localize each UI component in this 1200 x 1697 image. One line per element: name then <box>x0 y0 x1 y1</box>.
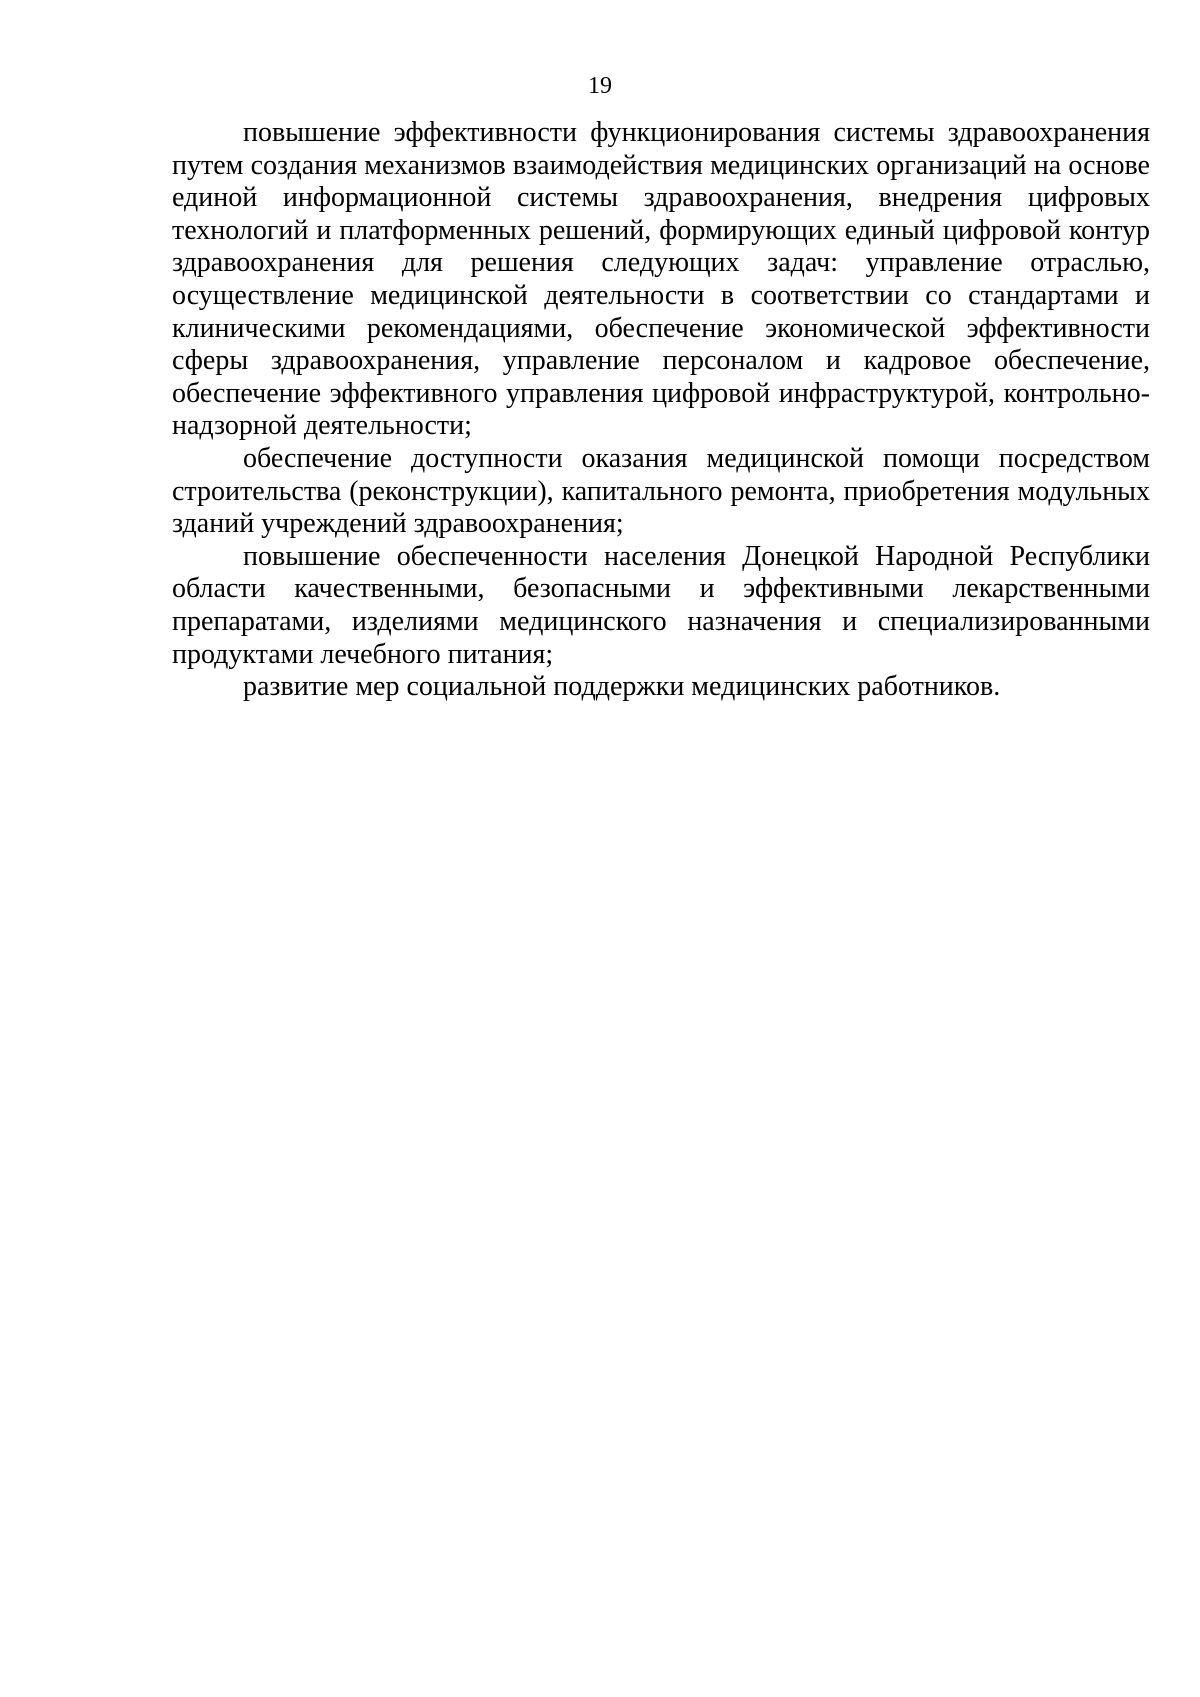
document-body <box>172 117 1150 704</box>
paragraph-social-support: развитие мер социальной поддержки медицинских работников. <box>243 671 1001 703</box>
paragraph-medicine-supply: повышение обеспеченности населения Донецкой Народной Республики области качественными, безопасными и эффективными лекарственными препаратами, изделиями медицинского назначения и специализированными продуктами лечебного питания; <box>172 540 1150 670</box>
page-number: 19 <box>588 73 612 99</box>
paragraph-healthcare-digitalization: повышение эффективности функционирования системы здравоохранения путем создания механизмов взаимодействия медицинских организаций на основе единой информационной системы здравоохранения, внедрения цифровых технологий и платформенных решений, формирующих единый цифровой контур здравоохранения для решения следующих задач: управление отраслью, осуществление медицинской деятельности в соответствии со стандартами и клиническими рекомендациями, обеспечение экономической эффективности сферы здравоохранения, управление персоналом и кадровое обеспечение, обеспечение эффективного управления цифровой инфраструктурой, контрольно-надзорной деятельности; <box>172 117 1150 442</box>
paragraph-medical-care-access: обеспечение доступности оказания медицинской помощи посредством строительства (реконструкции), капитального ремонта, приобретения модульных зданий учреждений здравоохранения; <box>172 442 1150 540</box>
